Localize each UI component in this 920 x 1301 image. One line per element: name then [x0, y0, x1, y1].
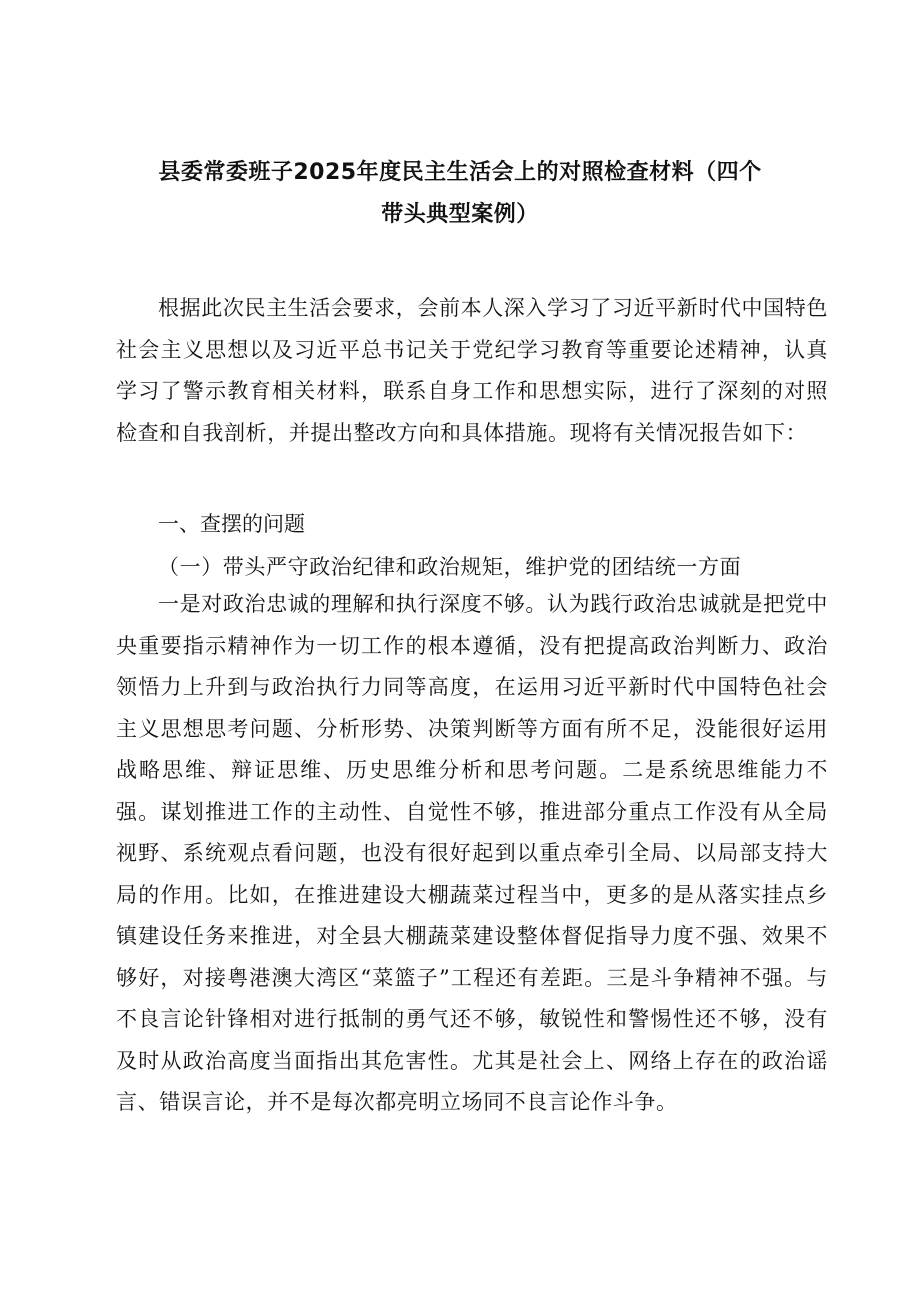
document-title-line-1: 县委常委班子2025年度民主生活会上的对照检查材料（四个	[158, 160, 762, 185]
problems-paragraph: 一是对政治忠诚的理解和执行深度不够。认为践行政治忠诚就是把党中央重要指示精神作为一切工作的根本遵循，没有把提高政治判断力、政治领悟力上升到与政治执行力同等高度，在运用习近平新时代中国特色社会主义思想思考问题、分析形势、决策判断等方面有所不足，没能很好运用战略思维、辩证思维、历史思维分析和思考问题。二是系统思维能力不强。谋划推进工作的主动性、自觉性不够，推进部分重点工作没有从全局视野、系统观点看问题，也没有很好起到以重点牵引全局、以局部支持大局的作用。比如，在推进建设大棚蔬菜过程当中，更多的是从落实挂点乡镇建设任务来推进，对全县大棚蔬菜建设整体督促指导力度不强、效果不够好，对接粤港澳大湾区“菜篮子”工程还有差距。三是斗争精神不强。与不良言论针锋相对进行抵制的勇气还不够，敏锐性和警惕性还不够，没有及时从政治高度当面指出其危害性。尤其是社会上、网络上存在的政治谣言、错误言论，并不是每次都亮明立场同不良言论作斗争。	[116, 592, 828, 1114]
intro-section	[116, 288, 828, 454]
subsection-heading-1: （一）带头严守政治纪律和政治规矩，维护党的团结统一方面	[158, 555, 742, 579]
problems-section	[116, 584, 828, 1124]
intro-paragraph: 根据此次民主生活会要求，会前本人深入学习了习近平新时代中国特色社会主义思想以及习近平总书记关于党纪学习教育等重要论述精神，认真学习了警示教育相关材料，联系自身工作和思想实际，进行了深刻的对照检查和自我剖析，并提出整改方向和具体措施。现将有关情况报告如下：	[116, 296, 828, 445]
document-title-line-2: 带头典型案例）	[381, 202, 539, 227]
section-heading-1: 一、查摆的问题	[158, 512, 305, 536]
